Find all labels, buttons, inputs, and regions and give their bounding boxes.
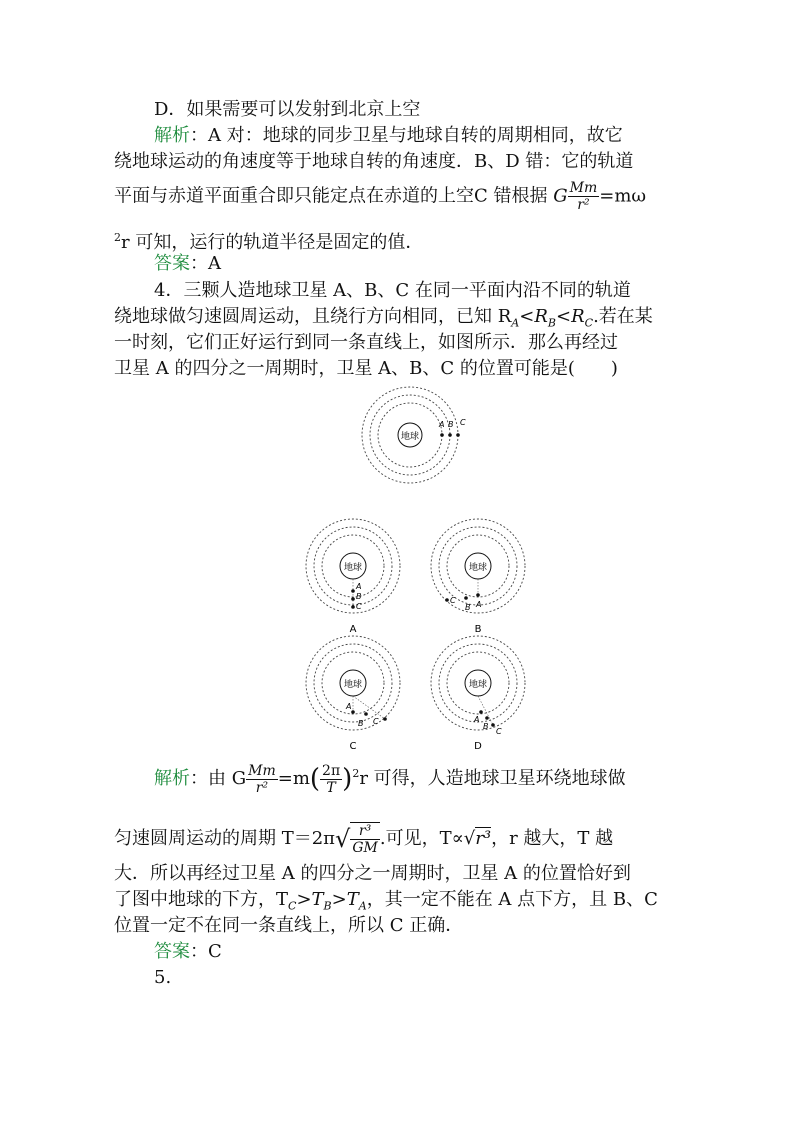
sat-c-label: C [356, 602, 362, 611]
analysis-text: 了图中地球的下方，T [114, 889, 289, 910]
analysis-text: ：由 G [190, 768, 247, 789]
q3-answer [154, 252, 221, 276]
frac-num: 2π [322, 762, 341, 779]
analysis-text: 匀速圆周运动的周期 T＝2π [114, 828, 336, 849]
sat-b-label: B [358, 719, 364, 728]
answer-label: 答案 [154, 253, 190, 274]
q3-analysis-line-2: 绕地球运动的角速度等于地球自转的角速度．B、D 错：它的轨道 [114, 151, 634, 172]
r-sym: R [571, 306, 585, 327]
analysis-label: 解析 [154, 125, 190, 146]
q4-analysis-line-1: 解析：由 G $\frac{Mm}{\text{r²}}$ =m( $\frac{2\pi}{T}$ )$^2$r 可得，人造地球卫星环绕地球做 [154, 762, 626, 796]
gt: > [296, 889, 312, 910]
q4-analysis-line-2: 匀速圆周运动的周期 T＝2π√ $\frac{\text{r³}}{GM}$ .可见，T∝√r³，r 越大，T 越 [114, 823, 614, 856]
option-c-figure [300, 635, 410, 755]
q3-analysis-line-4 [114, 226, 423, 255]
satellite-a-dot [440, 433, 444, 437]
option-a-figure [300, 518, 410, 638]
sub-b: B [323, 899, 332, 913]
fraction-mm-r2 [246, 763, 278, 796]
sub-b: B [547, 316, 556, 330]
analysis-text: r 可得，人造地球卫星环绕地球做 [359, 768, 626, 789]
option-d: D．如果需要可以发射到北京上空 [154, 99, 421, 120]
frac-den: T [320, 779, 342, 796]
sub-a: A [511, 316, 520, 330]
fraction-2pi-t [320, 763, 342, 796]
analysis-text: ：A 对：地球的同步卫星与地球自转的周期相同，故它 [190, 125, 623, 146]
q3-analysis-line-3: 平面与赤道平面重合即只能定点在赤道的上空C 错根据 G $\frac{Mm}{\text{r²}}$ =mω [114, 180, 647, 213]
analysis-text: =mω [599, 185, 647, 207]
q5-number: 5. [154, 967, 172, 988]
frac-den: r² [246, 779, 278, 796]
q3-analysis-line-1 [154, 124, 623, 148]
earth-label: 地球 [343, 680, 363, 690]
sat-b-label: B [448, 420, 454, 429]
q4-line-4: 卫星 A 的四分之一周期时，卫星 A、B、C 的位置可能是( ) [114, 358, 618, 379]
r-sym: R [534, 306, 548, 327]
sat-c-label: C [450, 596, 456, 605]
frac-den: r² [568, 196, 600, 213]
sqrt-r3: r³ [475, 828, 492, 849]
gt: > [331, 889, 347, 910]
analysis-text: r 可知，运行的轨道半径是固定的值． [121, 232, 424, 253]
answer-label: 答案 [154, 941, 190, 962]
option-b-figure [425, 518, 535, 638]
t-sym: T [311, 889, 324, 910]
exponent: 2 [352, 767, 360, 780]
q4-analysis-line-3: 大．所以再经过卫星 A 的四分之一周期时，卫星 A 的位置恰好到 [114, 863, 631, 884]
option-a-label: A [349, 624, 357, 635]
earth-label: 地球 [468, 680, 488, 690]
sat-a-label: A [356, 582, 362, 591]
earth-label: 地球 [468, 563, 488, 573]
sat-a-label: A [346, 702, 352, 711]
frac-num: Mm [248, 762, 276, 779]
sat-b-label: B [483, 722, 489, 731]
answer-value: ：A [190, 253, 221, 274]
analysis-text: =m [277, 768, 310, 789]
option-c-label: C [349, 741, 357, 752]
q4-line-1: 4．三颗人造地球卫星 A、B、C 在同一平面内沿不同的轨道 [154, 280, 631, 301]
q4-text: .若在某 [593, 306, 653, 327]
sub-c: C [584, 316, 594, 330]
sat-c-label: C [496, 727, 502, 736]
satellite-c-dot [456, 433, 460, 437]
sat-a-label: A [439, 420, 445, 429]
analysis-text: .可见，T∝ [379, 828, 464, 849]
frac-den: GM [352, 840, 378, 856]
t-sym: T [346, 889, 359, 910]
option-d-label: D [474, 741, 482, 752]
lt: < [555, 306, 572, 327]
sat-a-label: A [476, 600, 482, 609]
orbit-figure-initial [360, 380, 490, 490]
sub-a: A [358, 899, 367, 913]
fraction-mm-r2 [568, 180, 600, 213]
sub-c: C [288, 899, 297, 913]
sat-c-label: C [460, 418, 466, 427]
sat-b-label: B [356, 592, 362, 601]
analysis-text: ，其一定不能在 A 点下方，且 B、C [366, 889, 658, 910]
q4-text: 绕地球做匀速圆周运动，且绕行方向相同，已知 R [114, 306, 512, 327]
earth-label: 地球 [400, 432, 420, 442]
q4-answer [154, 940, 222, 964]
fraction-r3-gm [350, 822, 380, 856]
sat-a-label: A [474, 715, 480, 724]
analysis-text: 根据 [511, 185, 548, 207]
analysis-label: 解析 [154, 768, 190, 789]
analysis-text: ，r 越大，T 越 [491, 828, 614, 849]
option-b-label: B [474, 624, 482, 635]
exponent: 2 [114, 231, 121, 244]
frac-num: Mm [569, 180, 598, 196]
satellite-b-dot [448, 433, 452, 437]
analysis-text: 平面与赤道平面重合即只能定点在赤道的上空C 错 [114, 185, 512, 207]
option-d-figure [425, 635, 535, 755]
q4-line-3: 一时刻，它们正好运行到同一条直线上，如图所示．那么再经过 [114, 332, 618, 353]
sat-c-label: C [373, 717, 379, 726]
earth-label: 地球 [343, 563, 363, 573]
q4-analysis-line-5: 位置一定不在同一条直线上，所以 C 正确． [114, 915, 464, 936]
frac-num: r³ [358, 823, 372, 839]
answer-value: ：C [190, 941, 222, 962]
lt: < [519, 306, 535, 327]
sat-b-label: B [465, 603, 471, 612]
